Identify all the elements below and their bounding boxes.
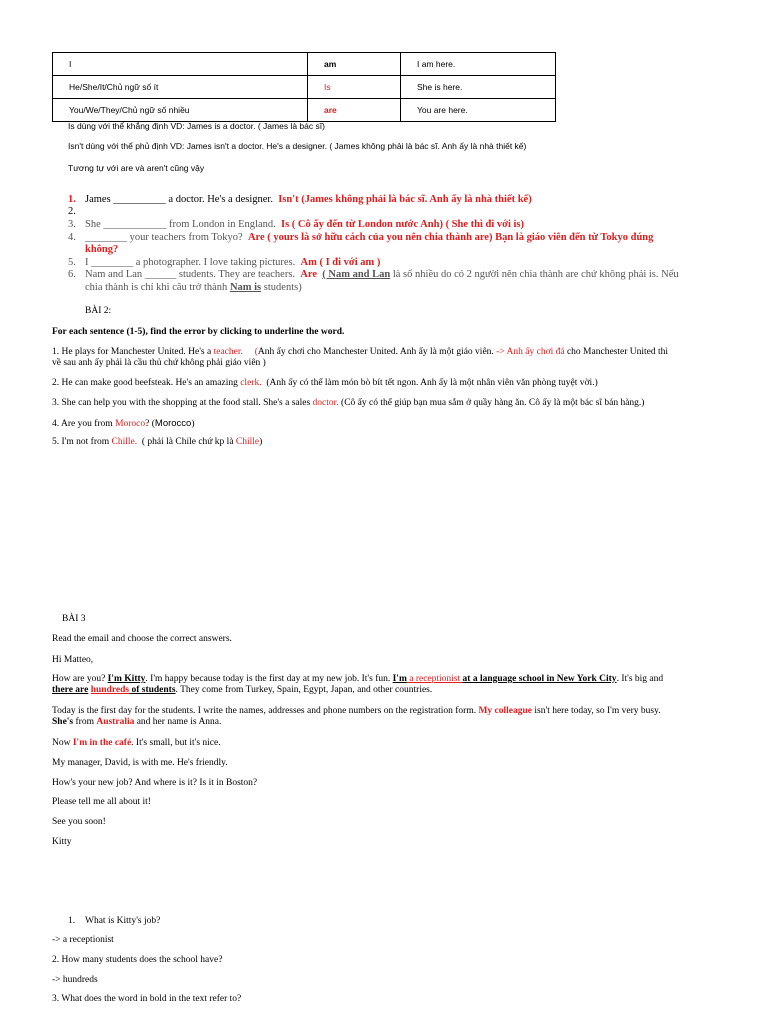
email-text: isn't here today, so I'm very busy. <box>534 706 661 716</box>
question-text: What is Kitty's job? <box>85 916 161 926</box>
error-word[interactable]: teacher. <box>213 347 243 357</box>
exercise-item <box>68 219 524 231</box>
table-row <box>53 53 556 76</box>
question-item: 2. How many students does the school have? <box>52 955 223 965</box>
error-word[interactable]: Moroco <box>115 419 146 429</box>
table-cell-example: You are here. <box>401 99 556 122</box>
email-paragraph: My manager, David, is with me. He's friendly. <box>52 758 228 768</box>
answer-item: -> hundreds <box>52 975 98 985</box>
exercise-item-continued <box>85 282 302 294</box>
highlight-text: She's <box>52 717 74 727</box>
error-word[interactable]: Chille. <box>111 437 138 447</box>
item-answer-continued: không? <box>85 244 119 255</box>
item-explanation: students) <box>263 282 302 293</box>
translation-text: (Cô ấy có thể giúp bạn mua sắm ở quầy hàng ăn. Cô ấy là một bác sĩ bán hàng.) <box>341 398 645 408</box>
section-instruction: For each sentence (1-5), find the error by clicking to underline the word. <box>52 327 345 337</box>
item-answer: Are <box>300 269 317 280</box>
highlight-text: My colleague <box>478 706 533 716</box>
sentence-text: 1. He plays for Manchester United. He's a <box>52 347 212 357</box>
email-signature: Kitty <box>52 837 72 847</box>
email-paragraph: See you soon! <box>52 817 106 827</box>
email-text: Now <box>52 738 71 748</box>
exercise-item <box>68 269 679 281</box>
item-answer-subject: ( Nam and Lan <box>322 269 391 280</box>
sentence-text: ) <box>191 419 195 429</box>
section-heading: BÀI 3 <box>62 614 86 624</box>
translation-text: về sau anh ấy phải là cầu thủ chứ không phải giáo viên ) <box>52 358 266 368</box>
highlight-text: I'm <box>392 674 407 684</box>
table-cell-subject: He/She/It/Chủ ngữ số ít <box>53 76 308 99</box>
item-number: 5. <box>68 257 76 268</box>
table-row <box>53 76 556 99</box>
highlight-text: I'm Kitty <box>107 674 146 684</box>
email-paragraph <box>52 706 712 728</box>
email-text: Today is the first day for the students. I write the names, addresses and phone numbers on the registration form. <box>52 706 477 716</box>
item-number: 6. <box>68 269 76 280</box>
item-explanation: chia thành is chỉ khi câu trở thành <box>85 282 228 293</box>
table-cell-subject: You/We/They/Chủ ngữ số nhiều <box>53 99 308 122</box>
translation-text: ( phải là Chile chứ kp là <box>141 437 234 447</box>
email-text: . It's big and <box>616 674 664 684</box>
question-item <box>68 916 728 927</box>
sentence-item <box>52 418 712 430</box>
highlight-text: Australia <box>96 717 135 727</box>
table-cell-example: She is here. <box>401 76 556 99</box>
item-text: I ________ a photographer. I love taking pictures. <box>85 257 296 268</box>
error-word-quote: Chille <box>235 437 260 447</box>
correction-text: Morocco <box>154 418 192 429</box>
grammar-table <box>52 52 556 122</box>
email-text: . I'm happy because today is the first day at my new job. It's fun. <box>145 674 391 684</box>
section-heading: BÀI 2: <box>85 306 112 316</box>
sentence-text: 3. She can help you with the shopping at the food stall. She's a sales <box>52 398 311 408</box>
note-line: Is dùng với thể khẳng định VD: James is a doctor. ( James là bác sĩ) <box>68 121 325 131</box>
translation-text: Anh ấy chơi cho Manchester United. Anh ấy là một giáo viên. <box>257 347 494 357</box>
item-answer: Isn't (James không phải là bác sĩ. Anh ấy là nhà thiết kế) <box>278 194 532 205</box>
sentence-item <box>52 398 712 409</box>
sentence-item <box>52 378 712 389</box>
item-text: She ____________ from London in England. <box>85 219 276 230</box>
email-paragraph: Please tell me all about it! <box>52 797 151 807</box>
sentence-text: ? ( <box>145 419 155 429</box>
note-line: Tương tự với are và aren't cũng vậy <box>68 163 205 173</box>
error-word[interactable]: doctor. <box>312 398 339 408</box>
item-text: James __________ a doctor. He's a designer. <box>85 194 273 205</box>
sentence-text: 5. I'm not from <box>52 437 110 447</box>
exercise-item <box>68 206 85 218</box>
table-cell-example: I am here. <box>401 53 556 76</box>
item-number: 1. <box>68 194 76 205</box>
sentence-text: 2. He can make good beefsteak. He's an amazing <box>52 378 238 388</box>
item-text: Nam and Lan ______ students. They are teachers. <box>85 269 296 280</box>
item-answer: Am ( I đi với am ) <box>300 257 381 268</box>
table-cell-verb: are <box>308 99 401 122</box>
email-paragraph <box>52 738 712 749</box>
highlight-text: of students <box>129 685 176 695</box>
highlight-text: there are <box>52 685 89 695</box>
exercise-item <box>68 232 653 244</box>
highlight-text: a receptionist <box>406 674 463 684</box>
table-row <box>53 99 556 122</box>
email-paragraph: How's your new job? And where is it? Is it in Boston? <box>52 778 258 788</box>
exercise-item <box>68 194 532 206</box>
email-text: How are you? <box>52 674 106 684</box>
email-text: . They come from Turkey, Spain, Egypt, Japan, and other countries. <box>175 685 433 695</box>
item-example: Nam is <box>229 282 262 293</box>
item-explanation: là số nhiều do có 2 người nên chia thành are chứ không phải is. Nếu <box>392 269 679 280</box>
sentence-text: ) <box>259 437 263 447</box>
item-answer: Is ( Cô ấy đến từ London nước Anh) ( She thì đi với is) <box>280 219 525 230</box>
item-answer: Are ( yours là sở hữu cách của you nên chia thành are) Bạn là giáo viên đến từ Tokyo đúng <box>247 232 654 243</box>
question-number: 1. <box>68 916 76 926</box>
answer-item: -> a receptionist <box>52 935 114 945</box>
table-cell-verb: Is <box>308 76 401 99</box>
item-number: 2. <box>68 206 76 217</box>
item-text: ________ your teachers from Tokyo? <box>85 232 243 243</box>
error-word[interactable]: clerk. <box>240 378 262 388</box>
exercise-item-continued <box>85 244 118 256</box>
translation-text: (Anh ấy có thể làm món bò bít tết ngon. Anh ấy là một nhân viên văn phòng tuyệt vời.) <box>266 378 598 388</box>
sentence-text: 4. Are you from <box>52 419 113 429</box>
correction-text: -> Anh ấy chơi đá <box>496 347 565 357</box>
paren: ( <box>254 347 258 357</box>
sentence-item <box>52 347 712 369</box>
highlight-text: I'm in the café <box>72 738 132 748</box>
note-line: Isn't dùng với thể phủ định VD: James isn't a doctor. He's a designer. ( James không phải là bác sĩ. Anh ấy là nhà thiết kế) <box>68 141 527 151</box>
table-cell-subject: I <box>53 53 308 76</box>
question-item: 3. What does the word in bold in the text refer to? <box>52 994 242 1004</box>
table-cell-verb: am <box>308 53 401 76</box>
email-text: from <box>75 717 94 727</box>
translation-text: cho Manchester United thì <box>566 347 669 357</box>
email-text: and her name is Anna. <box>136 717 222 727</box>
email-greeting: Hi Matteo, <box>52 655 94 665</box>
highlight-text: hundreds <box>90 685 130 695</box>
sentence-item <box>52 437 712 448</box>
highlight-text: at a language school in New York City <box>462 674 617 684</box>
email-text: . It's small, but it's nice. <box>131 738 221 748</box>
email-paragraph <box>52 674 712 696</box>
exercise-item <box>68 257 380 269</box>
section-instruction: Read the email and choose the correct answers. <box>52 634 232 644</box>
item-number: 4. <box>68 232 76 243</box>
item-number: 3. <box>68 219 76 230</box>
